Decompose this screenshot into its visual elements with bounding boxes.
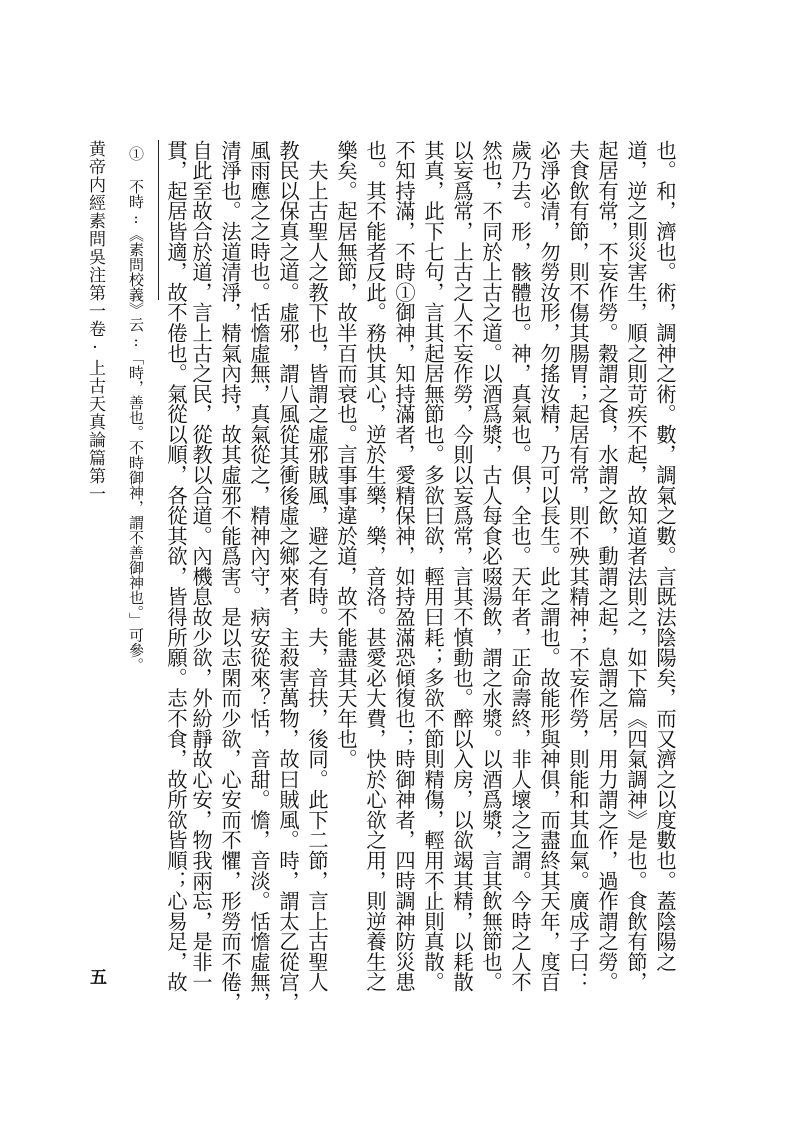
footnote-divider bbox=[158, 140, 159, 300]
text-column: 也。和，濟也。術，調神之術。數，調氣之數。言既法陰陽矣，而又濟之以度數也。蓋陰陽之 bbox=[653, 140, 677, 972]
text-column: 教民以保真之道。虛邪，謂八風從其衝後虛之鄉來者，主殺害萬物，故曰賊風。時，謂太乙從宫， bbox=[276, 140, 300, 1013]
text-column: 樂矣。起居無節，故半百而衰也。言事事違於道，故不能盡其天年也。 bbox=[334, 140, 358, 769]
text-column: 起居有常，不妄作勞。穀謂之食，水謂之飲，動謂之起，息謂之居，用力謂之作，過作謂之勞。 bbox=[595, 140, 619, 993]
footnote: ① 不時:《素問校義》云:「時，善也。不時御神，謂不善御神也。」可參。 bbox=[127, 146, 145, 673]
text-column: 必淨必清，勿勞汝形，勿搖汝精，乃可以長生。此之謂也。故能形與神俱，而盡終其天年，度百 bbox=[537, 140, 561, 993]
text-column: 貫，起居皆適，故不倦也。氣從以順，各從其欲，皆得所願。志不食，故所欲皆順；心易足，故 bbox=[164, 140, 188, 993]
text-column: 清淨也。法道清淨，精氣內持，故其虛邪不能爲害。是以志閑而少欲，心安而不懼，形勞而不倦， bbox=[218, 140, 242, 1013]
text-column: 自此至故合於道，言上古之民，從教以合道。內機息故少欲，外紛靜故心安，物我兩忘，是非一 bbox=[189, 140, 213, 993]
running-header: 黄帝内經素問吳注第一卷·上古天真論篇第一 bbox=[85, 140, 105, 503]
text-column: 歲乃去。形，骸體也。神，真氣也。俱，全也。天年者，正命壽終，非人壞之之謂。今時之人不 bbox=[508, 140, 532, 993]
text-column: 夫食飲有節，則不傷其腸胃；起居有常，則不殃其精神；不妄作勞，則能和其血氣。廣成子曰： bbox=[566, 140, 590, 993]
text-column: 風雨應之之時也。恬憺虛無，真氣從之，精神內守，病安從來？恬，音甜。憺，音淡。恬憺虛無， bbox=[247, 140, 271, 1013]
text-column: 也。其不能者反此。務快其心，逆於生樂，樂，音洛。甚愛必大費，快於心欲之用，則逆養生之 bbox=[363, 140, 387, 993]
text-column: 夫上古聖人之教下也，皆謂之虛邪賊風，避之有時。夫，音扶，後同。此下二節，言上古聖人 bbox=[305, 140, 329, 993]
page-number: 五 bbox=[86, 968, 106, 985]
text-column: 以妄爲常，上古之人不妄作勞，今則以妄爲常，言其不慎動也。醉以入房，以欲竭其精，以耗散 bbox=[450, 140, 474, 993]
text-column: 不知持滿，不時①御神，知持滿者，愛精保神，如持盈滿恐傾復也；時御神者，四時調神防災患 bbox=[392, 140, 416, 993]
text-column: 然也，不同於上古之道。以酒爲漿，古人每食必啜湯飲，謂之水漿。以酒爲漿，言其飲無節也。 bbox=[479, 140, 503, 993]
text-column: 道，逆之則災害生，順之則苛疾不起，故知道者法則之，如下篇《四氣調神》是也。食飲有節， bbox=[624, 140, 648, 993]
text-column: 其真，此下七句，言其起居無節也。多欲曰欲，輕用曰耗；多欲不節則精傷，輕用不止則真散。 bbox=[421, 140, 445, 993]
